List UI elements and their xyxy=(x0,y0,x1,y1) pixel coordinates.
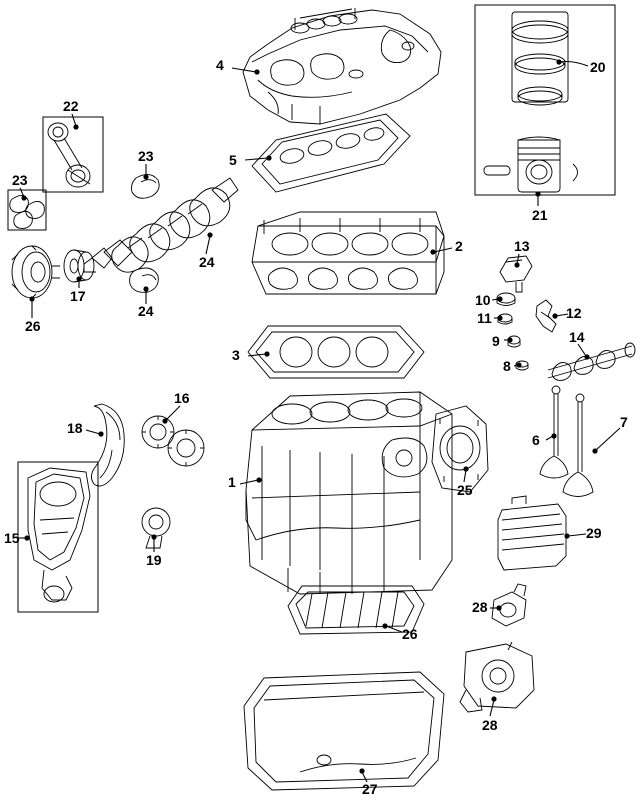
head-gasket-art xyxy=(248,326,424,378)
rod-bearing-box xyxy=(8,190,46,230)
callout-10[interactable]: 10 xyxy=(475,292,491,308)
callout-26[interactable]: 25 xyxy=(457,482,473,498)
oil-cooler-art xyxy=(498,496,566,570)
callout-6[interactable]: 6 xyxy=(532,432,540,448)
oil-filter-adapter-art xyxy=(492,584,526,626)
callout-29[interactable]: 28 xyxy=(482,717,498,733)
callout-28-pan[interactable]: 27 xyxy=(362,781,378,797)
callout-22[interactable]: 22 xyxy=(63,98,79,114)
connecting-rod-art xyxy=(48,123,90,187)
cover-gasket-art xyxy=(252,114,410,192)
callout-24-upper[interactable]: 23 xyxy=(138,148,154,164)
callout-18[interactable]: 18 xyxy=(67,420,83,436)
callout-14[interactable]: 14 xyxy=(569,329,585,345)
callout-23[interactable]: 23 xyxy=(12,172,28,188)
oil-pump-art xyxy=(460,642,534,712)
rear-main-seal-housing-art xyxy=(432,406,488,492)
small-hardware-art xyxy=(497,293,528,370)
callout-24-lower[interactable]: 24 xyxy=(138,303,154,319)
camshaft-sprocket-art xyxy=(142,416,204,466)
timing-chain-art xyxy=(91,404,124,486)
camshaft-art xyxy=(548,343,635,380)
callout-4[interactable]: 4 xyxy=(216,57,224,73)
callout-28-baffle[interactable]: 26 xyxy=(402,626,418,642)
piston-ring-group-box xyxy=(475,5,615,195)
callout-8[interactable]: 8 xyxy=(503,358,511,374)
rod-bearing-art xyxy=(10,195,45,228)
exhaust-valve-art xyxy=(563,394,593,497)
timing-cover-box xyxy=(18,462,98,612)
callout-1[interactable]: 1 xyxy=(228,474,236,490)
callout-20[interactable]: 20 xyxy=(590,59,606,75)
callout-21[interactable]: 21 xyxy=(532,207,548,223)
callout-11[interactable]: 11 xyxy=(477,310,492,326)
callout-27[interactable]: 26 xyxy=(25,318,41,334)
callout-30[interactable]: 28 xyxy=(472,599,488,615)
chain-tensioner-art xyxy=(142,508,170,548)
piston-art xyxy=(484,137,578,192)
oil-pan-art xyxy=(244,672,444,790)
callout-7[interactable]: 7 xyxy=(620,414,628,430)
crankshaft-pulley-art xyxy=(12,246,60,298)
cylinder-block-art xyxy=(246,392,452,594)
callout-17[interactable]: 17 xyxy=(70,288,86,304)
intake-valve-art xyxy=(540,386,568,478)
callout-5[interactable]: 5 xyxy=(229,152,237,168)
callout-2[interactable]: 2 xyxy=(455,238,463,254)
ignition-coil-art xyxy=(500,256,532,292)
piston-ring-set-art xyxy=(512,12,568,105)
callout-3[interactable]: 3 xyxy=(232,347,240,363)
callout-15[interactable]: 15 xyxy=(4,530,20,546)
callout-12[interactable]: 12 xyxy=(566,305,582,321)
callout-25[interactable]: 24 xyxy=(199,254,215,270)
cylinder-head-art xyxy=(252,212,444,294)
callout-31[interactable]: 29 xyxy=(586,525,602,541)
callout-19[interactable]: 19 xyxy=(146,552,162,568)
valve-cover-art xyxy=(243,8,441,124)
timing-cover-art xyxy=(28,468,90,602)
callout-13[interactable]: 13 xyxy=(514,238,530,254)
callout-9[interactable]: 9 xyxy=(492,333,500,349)
callout-16[interactable]: 16 xyxy=(174,390,190,406)
